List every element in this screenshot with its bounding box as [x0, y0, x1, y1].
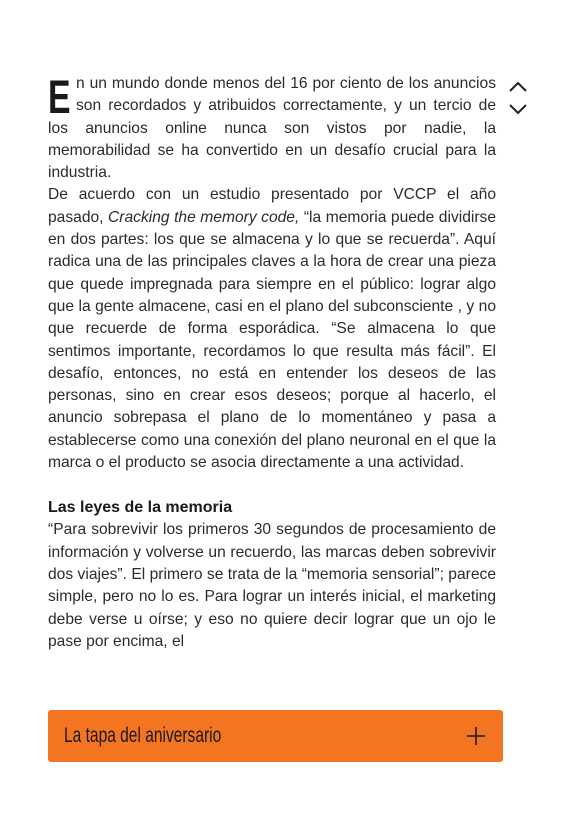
article-body: [48, 70, 496, 653]
accordion-toggle[interactable]: [48, 710, 503, 762]
page-navigation: [505, 76, 531, 120]
paragraph-text: “la memoria puede dividirse en dos partes: los que se almacena y lo que se recuerda”. Aquí radica una de las principales claves a la hora de crear una pieza que quede impregnada para siempre en el público: lograr algo que la gente almacene, casi en el plano del subconsciente , y no que recuerde de forma esporádica. “Se almacena lo que sentimos importante, recordamos lo que resulta más fácil”. El desafío, entonces, no está en entender los deseos de las personas, sino en crear esos deseos; porque al hacerlo, el anuncio sobrepasa el plano de lo momentáneo y pasa a establecerse como una conexión del plano neuronal en el que la marca o el producto se asocia directamente a una actividad.: [48, 208, 496, 472]
plus-icon[interactable]: [465, 725, 487, 747]
article-paragraph: [48, 70, 496, 184]
paragraph-text: De acuerdo con un estudio presentado por VCCP el año pasado,: [48, 186, 496, 226]
paragraph-text: “Para sobrevivir los primeros 30 segundos de procesamiento de información y volverse un recuerdo, las marcas deben sobrevivir dos viajes”. El primero se trata de la “memoria sensorial”; parece simple, pero no lo es. Para lograr un interés inicial, el marketing debe verse u oírse; y eso no quiere decir lograr que un ojo le pase por encima, el: [48, 521, 496, 650]
paragraph-text: n un mundo donde menos del 16 por ciento de los anuncios son recordados y atribuidos correctamente, y un tercio de los anuncios online nunca son vistos por nadie, la memorabilidad se ha convertido en un desafío crucial para la industria.: [48, 75, 496, 182]
drop-cap: E: [48, 70, 71, 123]
chevron-up-icon[interactable]: [505, 76, 531, 98]
chevron-down-icon[interactable]: [505, 98, 531, 120]
section-heading: Las leyes de la memoria: [48, 499, 233, 517]
study-title: Cracking the memory code,: [108, 208, 300, 226]
article-paragraph: [48, 184, 496, 474]
article-paragraph: [48, 519, 496, 653]
accordion-label: La tapa del aniversario: [64, 724, 222, 747]
paragraph-spacer: [48, 474, 496, 497]
